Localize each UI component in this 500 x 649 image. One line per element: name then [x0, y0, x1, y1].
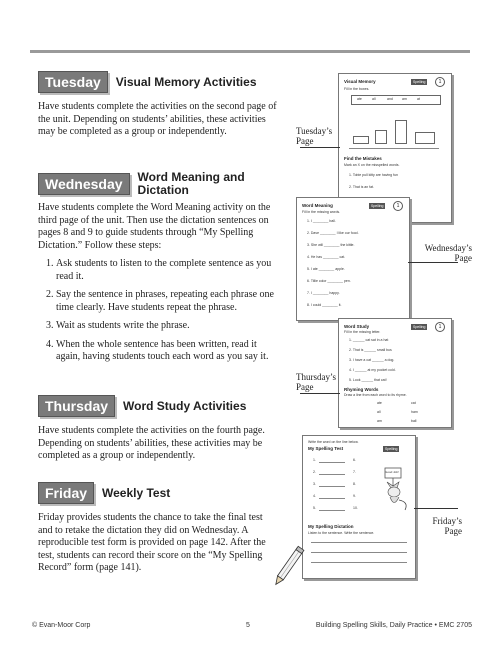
answer-line — [319, 462, 345, 463]
worksheet-badge: Spelling — [385, 447, 398, 451]
worksheet-line: 2. That is ______ small bus — [349, 348, 392, 352]
pointer-line-tuesday — [300, 147, 340, 148]
section-title: Word Study Activities — [123, 398, 247, 413]
footer-right: Building Spelling Skills, Daily Practice • EMC 2705 — [315, 622, 472, 629]
test-number: 9. — [353, 494, 356, 498]
word-bank-word: ate — [357, 97, 362, 101]
sentence: 1. Tobie pull kitty are having fun — [349, 173, 398, 177]
worksheet-title: My Spelling Test — [308, 446, 344, 451]
worksheet-section-subtitle: Mark an X on the misspelled words. — [344, 163, 400, 167]
worksheet-section-title: My Spelling Dictation — [308, 524, 354, 529]
rhyme-word-left: ate — [377, 401, 382, 405]
section-text: Friday provides students the chance to take the final test and to retake the dictation they did on Wednesday. A reproducible test form is provided on page 142. After the test, students can record their score on the “My Spelling Record” form (page 141). — [38, 512, 266, 573]
section-title: Visual Memory Activities — [115, 74, 257, 89]
test-number: 3. — [313, 482, 316, 486]
pointer-label-thursday: Thursday’s Page — [296, 372, 336, 392]
test-number: 4. — [313, 494, 316, 498]
rhyme-word-right: cat — [411, 401, 416, 405]
worksheet-weekly-test — [302, 435, 416, 579]
word-bank-word: at — [417, 97, 420, 101]
footer-left: © Evan-Moor Corp — [32, 622, 91, 629]
worksheet-number: 1 — [435, 322, 445, 332]
rhyme-word-right: ball — [411, 419, 417, 423]
section-text: Have students complete the activities on the second page of the unit. Depending on students’ abilities, these activities may be completed as a group or independently. — [38, 101, 277, 137]
top-rule — [30, 50, 470, 53]
worksheet-title: Visual Memory — [344, 79, 376, 84]
worksheet-line: 4. I ______ at my pocket cold. — [349, 368, 396, 372]
worksheet-line: 2. Dave ________ I like our food. — [307, 231, 359, 235]
answer-line — [311, 552, 407, 553]
word-bank — [351, 95, 441, 105]
worksheet-line: 8. I could ________ it. — [307, 303, 342, 307]
answer-line — [349, 148, 439, 149]
worksheet-line: 5. Look ______ that cat! — [349, 378, 387, 382]
section-thursday — [38, 395, 278, 463]
section-header — [38, 71, 278, 93]
rhyme-word-right: ham — [411, 410, 418, 414]
list-item: 4. When the whole sentence has been written, read it again, having students touch each word as you say it. — [56, 339, 278, 364]
day-tab-tuesday: Tuesday — [38, 71, 108, 93]
test-number: 2. — [313, 470, 316, 474]
worksheet-word-study — [338, 318, 452, 428]
section-title-line-1: Word Meaning and — [137, 170, 245, 184]
test-number: 6. — [353, 458, 356, 462]
worksheet-line: 6. Tillie color ________ pen. — [307, 279, 351, 283]
section-wednesday — [38, 171, 278, 370]
answer-line — [319, 510, 345, 511]
list-item: 1. Ask students to listen to the complete sentence as you read it. — [56, 258, 278, 283]
shape-box — [415, 132, 435, 144]
section-header — [38, 395, 278, 417]
test-number: 8. — [353, 482, 356, 486]
worksheet-section-title: Rhyming Words — [344, 387, 379, 392]
worksheet-subtitle: Fill in the missing words. — [302, 210, 341, 214]
day-tab-thursday: Thursday — [38, 395, 115, 417]
section-friday — [38, 482, 278, 575]
answer-line — [311, 562, 407, 563]
rhyme-word-left: all — [377, 410, 381, 414]
worksheet-section-subtitle: Draw a line from each word to its rhyme. — [344, 393, 407, 397]
footer-page-number: 5 — [246, 622, 250, 629]
section-title-line-2: Dictation — [137, 183, 189, 197]
worksheet-line: 5. I ate ________ apple. — [307, 267, 345, 271]
worksheet-subtitle: Fill in the boxes. — [344, 87, 370, 91]
worksheet-badge: Spelling — [413, 80, 426, 84]
test-number: 7. — [353, 470, 356, 474]
shape-box — [395, 120, 407, 144]
worksheet-number: 1 — [435, 77, 445, 87]
answer-line — [319, 486, 345, 487]
worksheet-line: 4. He has ________ cat. — [307, 255, 346, 259]
section-header — [38, 171, 278, 197]
worksheet-title: Word Study — [344, 324, 370, 329]
answer-line — [319, 498, 345, 499]
worksheet-number: 1 — [393, 201, 403, 211]
good-job-sign: Good Job! — [385, 470, 399, 474]
word-bank-word: am — [402, 97, 407, 101]
worksheet-header: Write the word on the line below. — [308, 440, 359, 444]
pointer-line-friday — [414, 508, 458, 509]
pointer-label-wednesday: Wednesday’s Page — [424, 243, 472, 263]
pencil-icon — [270, 540, 310, 590]
worksheet-line: 3. She will ________ the kittle. — [307, 243, 355, 247]
worksheet-line: 1. ______ cat sat in a hat — [349, 338, 389, 342]
section-title: Weekly Test — [102, 485, 171, 500]
list-item: 2. Say the sentence in phrases, repeating each phrase one time clearly. Have students repeat the phrase. — [56, 289, 278, 314]
rhyme-word-left: am — [377, 419, 382, 423]
worksheet-line: 3. I have a cat ______ a dog. — [349, 358, 395, 362]
worksheet-line: 7. I ________ happy. — [307, 291, 340, 295]
word-bank-word: all — [372, 97, 376, 101]
shape-box — [353, 136, 369, 144]
worksheet-badge: Spelling — [371, 204, 384, 208]
section-text: Have students complete the Word Meaning activity on the third page of the unit. Then use the dictation sentences on pages 8 and 9 to guide students through “My Spelling Dictation.” Follow these steps: — [38, 202, 271, 251]
test-number: 10. — [353, 506, 358, 510]
list-item: 3. Wait as students write the phrase. — [56, 320, 278, 333]
worksheet-subtitle: Fill in the missing letter. — [344, 330, 381, 334]
pointer-label-friday: Friday’s Page — [432, 516, 462, 536]
worksheet-badge: Spelling — [413, 325, 426, 329]
pointer-line-thursday — [300, 393, 340, 394]
section-text: Have students complete the activities on the fourth page. Depending on students’ abilities, these activities may be completed as a group or independently. — [38, 425, 265, 461]
worksheet-line: 1. I ________ ball. — [307, 219, 336, 223]
answer-line — [319, 474, 345, 475]
worksheet-title: Word Meaning — [302, 203, 333, 208]
section-title — [138, 171, 245, 197]
worksheet-section-subtitle: Listen to the sentence. Write the sentence. — [308, 531, 375, 535]
section-header — [38, 482, 278, 504]
pointer-label-tuesday: Tuesday’s Page — [296, 126, 333, 146]
sentence: 2. That is an fat. — [349, 185, 375, 189]
worksheet-section-title: Find the Mistakes — [344, 156, 382, 161]
word-bank-word: and — [387, 97, 393, 101]
test-number: 1. — [313, 458, 316, 462]
answer-line — [311, 542, 407, 543]
worksheet-word-meaning — [296, 197, 410, 321]
test-number: 5. — [313, 506, 316, 510]
shape-box — [375, 130, 387, 144]
section-tuesday — [38, 71, 278, 139]
day-tab-friday: Friday — [38, 482, 94, 504]
day-tab-wednesday: Wednesday — [38, 173, 130, 195]
steps-list — [38, 258, 278, 364]
